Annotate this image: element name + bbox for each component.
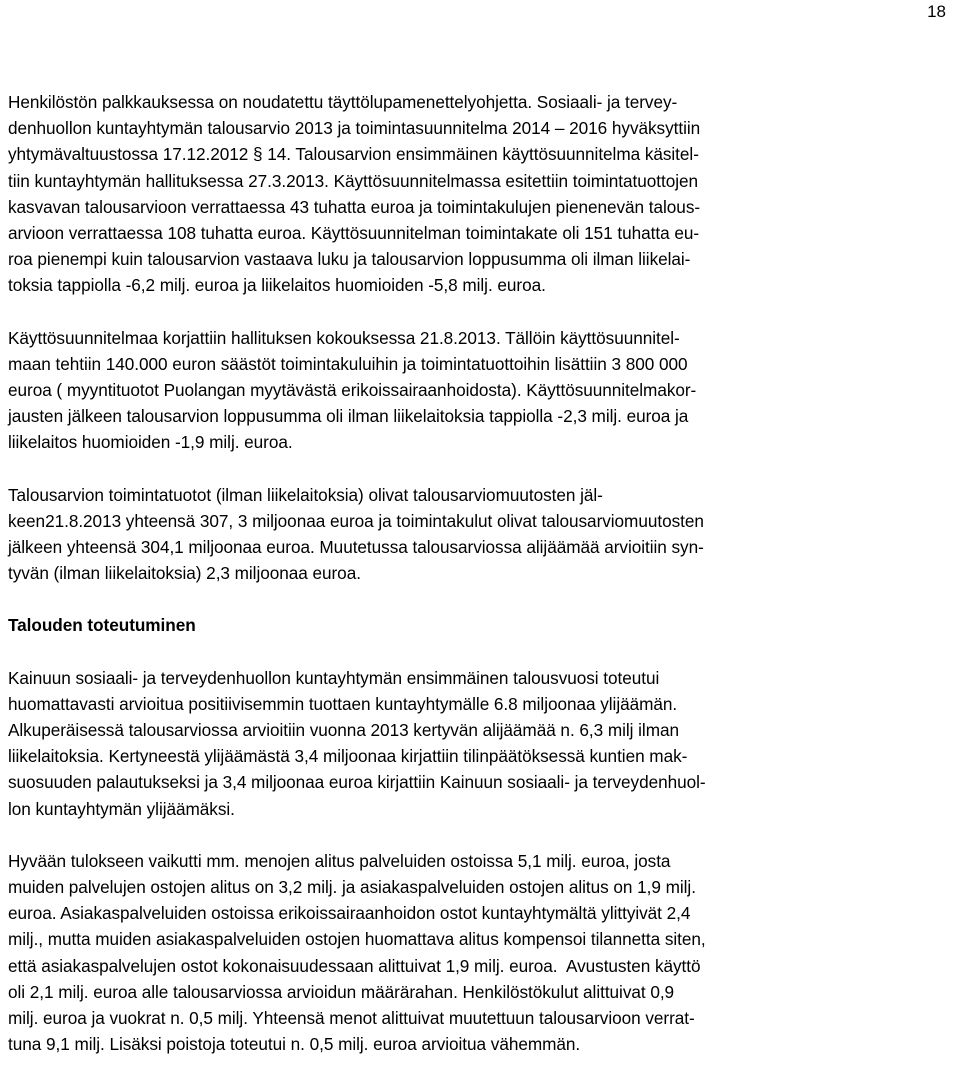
- paragraph-spacer: [8, 639, 943, 665]
- text-line: arvioon verrattaessa 108 tuhatta euroa. Käyttösuunnitelman toimintakate oli 151 tuhatta eu-: [8, 223, 700, 244]
- text-line: jälkeen yhteensä 304,1 miljoonaa euroa. Muutetussa talousarviossa alijäämää arvioitiin syn-: [8, 537, 704, 558]
- text-line: keen21.8.2013 yhteensä 307, 3 miljoonaa euroa ja toimintakulut olivat talousarviomuutosten: [8, 510, 704, 531]
- text-line: tyvän (ilman liikelaitoksia) 2,3 miljoonaa euroa.: [8, 563, 361, 584]
- text-line: milj. euroa ja vuokrat n. 0,5 milj. Yhteensä menot alittuivat muutettuun talousarvioon verrat-: [8, 1008, 695, 1029]
- text-line: Henkilöstön palkkauksessa on noudatettu täyttölupamenettelyohjetta. Sosiaali- ja tervey-: [8, 92, 678, 112]
- text-line: tuna 9,1 milj. Lisäksi poistoja toteutui n. 0,5 milj. euroa arvioitua vähemmän.: [8, 1034, 581, 1055]
- paragraph-plan-revision: [8, 325, 943, 456]
- text-line: liikelaitoksia. Kertyneestä ylijäämästä 3,4 miljoonaa kirjattiin tilinpäätöksessä kuntien mak-: [8, 746, 688, 767]
- text-line: denhuollon kuntayhtymän talousarvio 2013 ja toimintasuunnitelma 2014 – 2016 hyväksyttiin: [8, 118, 701, 139]
- section-heading: Talouden toteutuminen: [8, 615, 196, 636]
- text-line: Kainuun sosiaali- ja terveydenhuollon kuntayhtymän ensimmäinen talousvuosi toteutui: [8, 667, 660, 688]
- text-line: milj., mutta muiden asiakaspalveluiden ostojen huomattava alitus kompensoi tilannetta siten,: [8, 929, 706, 950]
- page-number: 18: [927, 2, 946, 21]
- text-line: lon kuntayhtymän ylijäämäksi.: [8, 798, 235, 819]
- text-line: huomattavasti arvioitua positiivisemmin tuottaen kuntayhtymälle 6.8 miljoonaa ylijäämän.: [8, 693, 678, 714]
- text-line: muiden palvelujen ostojen alitus on 3,2 milj. ja asiakaspalveluiden ostojen alitus on 1,9 milj.: [8, 877, 696, 898]
- text-line: toksia tappiolla -6,2 milj. euroa ja liikelaitos huomioiden -5,8 milj. euroa.: [8, 275, 546, 296]
- text-line: yhtymävaltuustossa 17.12.2012 § 14. Talousarvion ensimmäinen käyttösuunnitelma käsitel-: [8, 144, 699, 165]
- text-line: kasvavan talousarvioon verrattaessa 43 tuhatta euroa ja toimintakulujen pienenevän talous-: [8, 196, 701, 217]
- paragraph-revenue-costs: [8, 482, 943, 587]
- text-line: jausten jälkeen talousarvion loppusumma oli ilman liikelaitoksia tappiolla -2,3 milj. euroa ja: [8, 406, 689, 427]
- text-line: maan tehtiin 140.000 euron säästöt toimintakuluihin ja toimintatuottoihin lisättiin 3 800 000: [8, 353, 688, 374]
- text-line: oli 2,1 milj. euroa alle talousarviossa arvioidun määrärahan. Henkilöstökulut alittuivat 0,9: [8, 981, 675, 1002]
- text-line: Talousarvion toimintatuotot (ilman liikelaitoksia) olivat talousarviomuutosten jäl-: [8, 484, 603, 505]
- text-line: liikelaitos huomioiden -1,9 milj. euroa.: [8, 432, 293, 453]
- paragraph-spacer: [8, 586, 943, 612]
- paragraph-spacer: [8, 299, 943, 325]
- text-line: roa pienempi kuin talousarvion vastaava luku ja talousarvion loppusumma oli ilman liikelai-: [8, 249, 691, 270]
- text-line: Käyttösuunnitelmaa korjattiin hallituksen kokouksessa 21.8.2013. Tällöin käyttösuunnitel-: [8, 327, 680, 348]
- paragraph-first-year-result: [8, 665, 943, 822]
- text-line: tiin kuntayhtymän hallituksessa 27.3.2013. Käyttösuunnitelmassa esitettiin toimintatuottojen: [8, 170, 698, 191]
- text-line: suosuuden palautukseksi ja 3,4 miljoonaa euroa kirjattiin Kainuun sosiaali- ja terveydenhuol-: [8, 772, 706, 793]
- text-line: Hyvään tulokseen vaikutti mm. menojen alitus palveluiden ostoissa 5,1 milj. euroa, josta: [8, 850, 671, 871]
- text-line: euroa ( myyntituotot Puolangan myytävästä erikoissairaanhoidosta). Käyttösuunnitelmakor-: [8, 380, 697, 401]
- text-line: Alkuperäisessä talousarviossa arvioitiin vuonna 2013 kertyvän alijäämää n. 6,3 milj ilman: [8, 720, 679, 741]
- text-line: että asiakaspalvelujen ostot kokonaisuudessaan alittuivat 1,9 milj. euroa. Avustusten käyttö: [8, 955, 701, 976]
- paragraph-staffing-budget: [8, 89, 943, 299]
- paragraph-spacer: [8, 456, 943, 482]
- paragraph-spacer: [8, 822, 943, 848]
- paragraph-result-factors: [8, 848, 943, 1058]
- document-body: [8, 89, 943, 1058]
- text-line: euroa. Asiakaspalveluiden ostoissa erikoissairaanhoidon ostot kuntayhtymältä ylittyivät 2,4: [8, 903, 691, 924]
